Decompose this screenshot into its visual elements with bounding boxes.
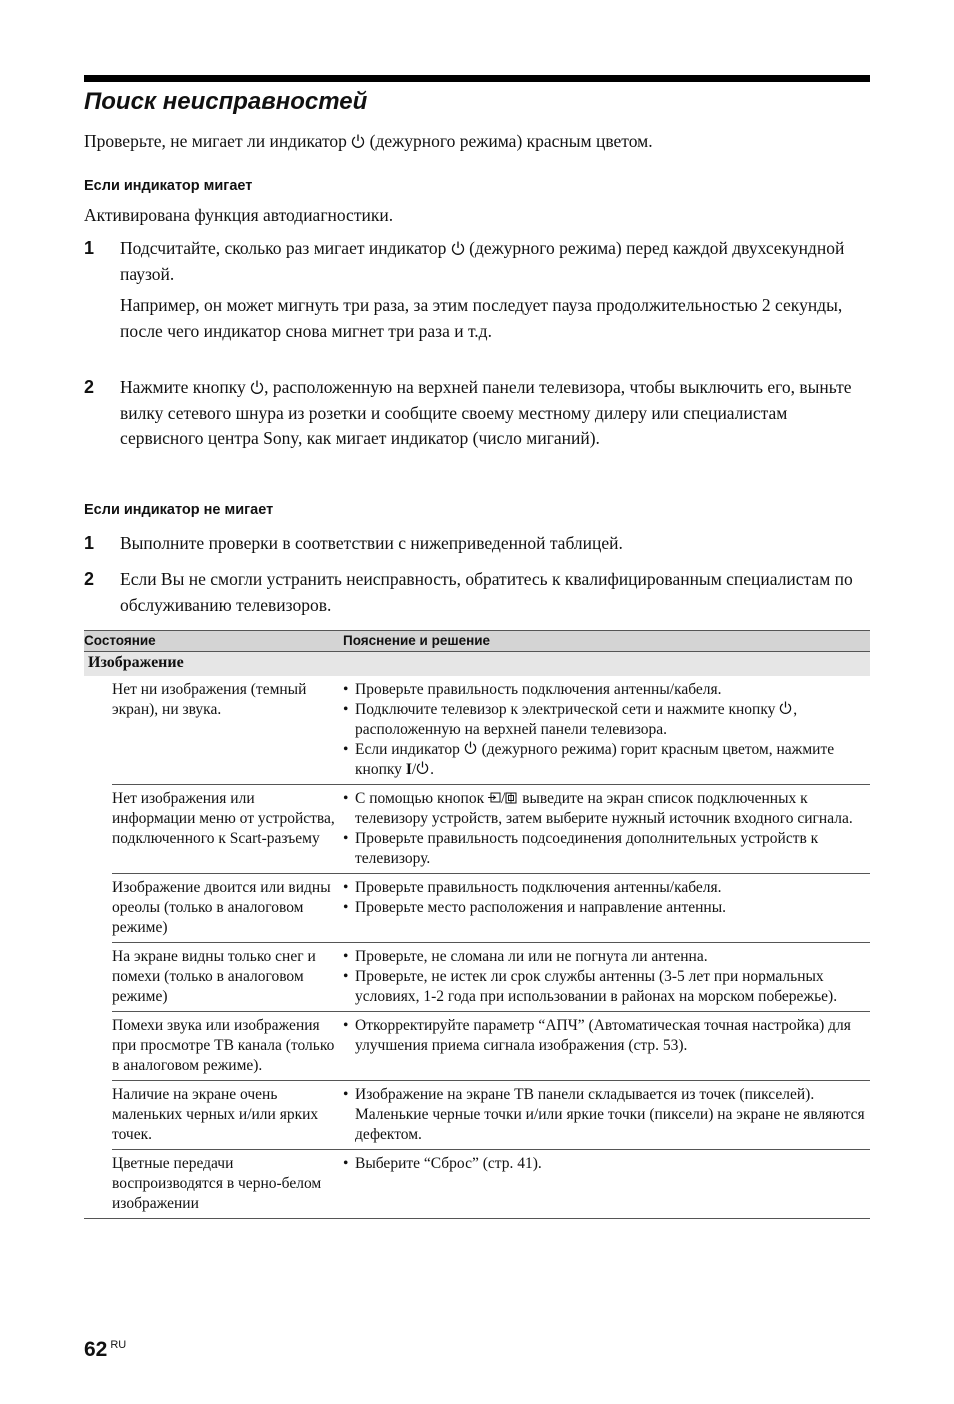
step-number: 1 xyxy=(84,238,95,258)
condition-cell: Цветные передачи воспроизводятся в черно-белом изображении xyxy=(112,1150,343,1219)
column-header-state: Состояние xyxy=(84,631,343,652)
step-number: 2 xyxy=(84,569,95,589)
language-code: RU xyxy=(110,1339,127,1351)
step-text: (дежурного режима) перед каждой двухсекундной паузой. xyxy=(120,238,845,284)
intro-text-after: (дежурного режима) красным цветом. xyxy=(369,131,653,151)
step-number: 1 xyxy=(84,533,95,553)
column-header-solution: Пояснение и решение xyxy=(343,631,870,652)
condition-cell: На экране видны только снег и помехи (только в аналоговом режиме) xyxy=(112,943,343,1012)
solution-cell xyxy=(343,785,870,874)
input-select-icon: / xyxy=(488,790,518,807)
step-text: Нажмите кнопку xyxy=(120,377,246,397)
step-text: Выполните проверки в соответствии с нижеприведенной таблицей. xyxy=(120,533,623,553)
page-number: 62 xyxy=(84,1338,108,1361)
table-row xyxy=(84,1150,870,1219)
condition-cell: Нет ни изображения (темный экран), ни звука. xyxy=(112,676,343,785)
tv-power-icon: I/ xyxy=(406,761,430,778)
power-icon xyxy=(351,134,365,148)
troubleshooting-table xyxy=(84,630,870,1219)
page-title: Поиск неисправностей xyxy=(84,88,368,115)
solution-bullet: • Проверьте правильность подключения антенны/кабеля. xyxy=(343,680,870,700)
step-number: 2 xyxy=(84,377,95,397)
condition-cell: Изображение двоится или видны ореолы (только в аналоговом режиме) xyxy=(112,874,343,943)
solution-cell xyxy=(343,1012,870,1081)
blink-step-2 xyxy=(84,375,870,458)
solution-bullet: • Проверьте правильность подсоединения дополнительных устройств к телевизору. xyxy=(343,829,870,869)
solution-cell xyxy=(343,943,870,1012)
solution-cell xyxy=(343,1081,870,1150)
intro-text-before: Проверьте, не мигает ли индикатор xyxy=(84,131,347,151)
solution-bullet: • Проверьте место расположения и направление антенны. xyxy=(343,898,870,918)
power-icon xyxy=(779,701,793,715)
noblink-step-1 xyxy=(84,531,870,563)
table-row xyxy=(84,785,870,874)
power-icon xyxy=(250,380,264,394)
solution-bullet: • Откорректируйте параметр “АПЧ” (Автоматическая точная настройка) для улучшения приема сигнала изображения (стр. 53). xyxy=(343,1016,870,1056)
condition-cell: Наличие на экране очень маленьких черных и/или ярких точек. xyxy=(112,1081,343,1150)
condition-cell: Нет изображения или информации меню от устройства, подключенного к Scart-разъему xyxy=(112,785,343,874)
power-icon xyxy=(464,741,478,755)
condition-cell: Помехи звука или изображения при просмотре ТВ канала (только в аналоговом режиме). xyxy=(112,1012,343,1081)
section-label-image: Изображение xyxy=(84,652,870,677)
solution-bullet: • С помощью кнопок / выведите на экран список подключенных к телевизору устройств, затем выберите нужный источник входного сигнала. xyxy=(343,789,870,829)
page-footer xyxy=(84,1338,126,1362)
table-row xyxy=(84,874,870,943)
solution-bullet: • Если индикатор (дежурного режима) горит красным цветом, нажмите кнопку I/ . xyxy=(343,740,870,780)
table-row xyxy=(84,1012,870,1081)
heading-if-not-blinking: Если индикатор не мигает xyxy=(84,502,274,518)
table-row xyxy=(84,943,870,1012)
power-icon xyxy=(451,241,465,255)
noblink-step-2 xyxy=(84,567,870,624)
step-text: , расположенную на верхней панели телевизора, чтобы выключить его, выньте вилку сетевого шнура из розетки и сообщите своему местному дилеру или специалистам сервисного центра Sony, как мигает индикатор (число миганий). xyxy=(120,377,852,448)
solution-cell xyxy=(343,874,870,943)
title-rule xyxy=(84,75,870,82)
step-example: Например, он может мигнуть три раза, за этим последует пауза продолжительностью 2 секунды, после чего индикатор снова мигнет три раза и т.д. xyxy=(120,295,843,341)
solution-bullet: • Проверьте, не сломана ли или не погнута ли антенна. xyxy=(343,947,870,967)
solution-bullet: • Проверьте правильность подключения антенны/кабеля. xyxy=(343,878,870,898)
heading-if-blinking: Если индикатор мигает xyxy=(84,178,253,194)
step-text: Подсчитайте, сколько раз мигает индикатор xyxy=(120,238,447,258)
solution-bullet: • Проверьте, не истек ли срок службы антенны (3-5 лет при нормальных условиях, 1-2 года при использовании в районах на морском побережье). xyxy=(343,967,870,1007)
table-row xyxy=(84,676,870,785)
table-section-row xyxy=(84,652,870,677)
solution-cell xyxy=(343,676,870,785)
autodiag-text: Активирована функция автодиагностики. xyxy=(84,205,394,225)
solution-bullet: • Выберите “Сброс” (стр. 41). xyxy=(343,1154,870,1174)
solution-bullet: • Подключите телевизор к электрической сети и нажмите кнопку , расположенную на верхней панели телевизора. xyxy=(343,700,870,740)
solution-cell xyxy=(343,1150,870,1219)
solution-bullet: • Изображение на экране ТВ панели складывается из точек (пикселей). Маленькие черные точки и/или яркие точки (пиксели) на экране не являются дефектом. xyxy=(343,1085,870,1145)
table-row xyxy=(84,1081,870,1150)
step-text: Если Вы не смогли устранить неисправность, обратитесь к квалифицированным специалистам по обслуживанию телевизоров. xyxy=(120,569,853,615)
intro-paragraph xyxy=(84,129,653,155)
table-header-row xyxy=(84,631,870,652)
blink-step-1 xyxy=(84,236,870,350)
